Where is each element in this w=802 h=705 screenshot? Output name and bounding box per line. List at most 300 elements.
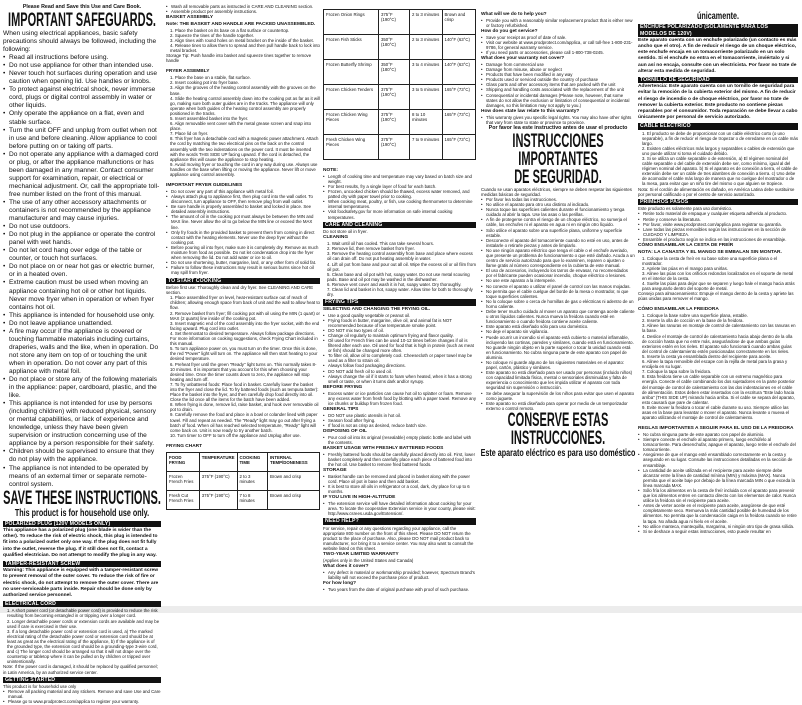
section-header-bar: POLARIZED PLUG (120V MODELS ONLY) <box>3 521 161 528</box>
list-item: • Sólo fría los alimentos en la cesta de freír incluida con el aparato para prevenir que los alimentos entren en contacto directo con los elementos de calor. Nunca utilice la freidora sin el recipiente para aceite. <box>638 488 798 503</box>
list-item: • Glass parts and other accessory items that are packed with the unit <box>481 82 635 87</box>
list-item: 1. Place the base on a stable, flat surface. <box>170 75 251 81</box>
paragraph-small: Storage Tip: Push handle into basket and squeeze tines together to remove handle <box>166 53 312 64</box>
list-item: 3. Si se utiliza un cable separable o de extensión, a) El régimen nominal del cable separable o del cable de extensión debe ser, como mínimo, igual al del régimen nominal del aparato. b) Si el aparato es de conexión a tierra, el cable de extensión debe ser un cable de tres alambres de conexión a tierra. c) Uno debe de acomodar el cable más largo de manera que no cuelgue del mostrador o de la mesa, para evitar que un niño tire del mismo o que alguien se tropiece. <box>642 155 798 187</box>
section-header-bar: ENCHUFE POLARIZADO (SOLAMENTE PARA LOS MODELOS DE 120V) <box>638 24 798 37</box>
list-item: 4. Suelte las púas para dejar que se separen y luego hale el mango hacia atrás para asegurarlo dentro del soporte de metal. <box>642 281 795 292</box>
list-item: • DO NOT mix two types of oil. <box>323 328 476 333</box>
list-item: • This appliance is intended for household use only. <box>3 312 161 320</box>
bullet-list <box>481 62 635 108</box>
list-item: • Use a good quality vegetable or peanut oil. <box>323 313 476 318</box>
list-item: • No utilice el aparato para otro uso distinto al indicado. <box>481 202 635 207</box>
subheading: What does it cover? <box>323 564 369 570</box>
bullet-list <box>481 115 635 125</box>
list-item: • The extension service will have detailed information about cooking for your area. To locate the cooperative Extension service in your county, please visit: http://www.csrees.usda.gov/Extension/. <box>323 501 476 516</box>
table-cell: Frozen Chicken Wing Pieces <box>324 110 379 135</box>
notice-paragraph: Warning: This appliance is equipped with a tamper-resistant screw to prevent removal of the outer cover. To reduce the risk of fire or electric shock, do not attempt to remove the outer cover. There are no user-serviceable parts inside. Repair should be done only by authorized service personnel. <box>3 568 159 598</box>
list-item: • Shipping and handling costs associated with the replacement of the unit <box>481 87 635 92</box>
list-item: 4. Release tines to allow them to spread and then pull handle back to lock into metal bracket. <box>170 43 320 54</box>
list-item: • Any defect in material or workmanship provided; however, Spectrum Brand's liability will not exceed the purchase price of product. <box>323 570 476 580</box>
list-item: 3. Alinee las púas con los orificios redondos localizados en el soporte de metal en el interior de la cesta. <box>642 270 794 281</box>
bullet-list <box>323 313 476 384</box>
table-row <box>167 490 320 509</box>
list-item: 3. Align tines with round holes on metal bracket on the inside of the basket. <box>170 37 314 43</box>
list-item: 2. Squeeze the tines of the handle together. <box>170 32 255 38</box>
list-item: • Por favor lea todas las instrucciones. <box>481 197 635 202</box>
list-item: 8. Esta freidora tiene un cable separable con un extremo magnético para energía. Conecte el cable combinando los dos sujetadores en la parte posterior del montaje de control de calentamiento con las dos indentaciones en el cable de alimentación. Estos deben estar insertados con la escritura "Este lado hacia arriba" (THIS SIDE UP) mirando hacia arriba. Si el cable se separa del aparato, esto causará que pare de calentar. <box>642 374 795 405</box>
table-cell: 3 to 4 minutes <box>409 60 442 85</box>
list-item: 5. To turn appliance power on, you must turn on the timer. Once this is done, the red "Power" light will turn on. The appliance will then start heating to your desired temperature. <box>170 346 318 362</box>
list-item: • Save your receipt as proof of date of sale. <box>481 35 635 40</box>
table-cell: 375°F (190°C) <box>199 490 237 509</box>
section-header-bar: FRYING TIPS <box>323 299 476 306</box>
list-item: • Visit our website at www.prodprotect.com/applica, or call toll-free 1-800-231-9786, for general warranty service. <box>481 40 635 50</box>
column-header: FOOD FRYING <box>167 452 200 471</box>
bullet-list <box>323 570 476 580</box>
list-item: 3. Align the grooves of the heating control assembly with the grooves on the base. <box>170 85 316 96</box>
list-item: • Do not operate any appliance with a damaged cord or plug, or after the appliance malfunctions or has been damaged in any manner. Contact consumer support for examination, repair, or electrical or mechanical adjustment. Or, call the appropriate toll-free number listed on the front of this manual. <box>3 151 161 199</box>
list-item: • Puede ocurrir un incendio si el aparato está cubierto o material inflamable, incluyendo las cortinas, paredes y similares, cuando está en funcionamiento. No guarde ningún objeto en la parte superior o tocar la unidad cuando está en funcionamiento. No cubra ninguna parte de este aparato con papel de aluminio. <box>481 335 635 360</box>
list-item: 1. A short power cord (or detachable power cord) is provided to reduce the risk resulting from becoming entangled in or tripping over a longer cord. <box>7 608 158 619</box>
section-header-bar: NEED HELP? <box>323 518 476 525</box>
subheading: BASKET USAGE WITH FRESHLY BATTERED FOODS <box>323 446 444 451</box>
list-item: • Ensamble el producto según se indica en las instrucciones de ensamblaje. <box>638 237 798 242</box>
list-item: • When cooking meat, poultry, or fish, use cooking thermometer to determine internal temperatures. <box>323 199 476 209</box>
bullet-list <box>481 18 635 28</box>
section-title: IMPORTANT SAFEGUARDS. <box>8 10 156 31</box>
list-item: 2. Remove lid, then remove basket from fryer. <box>327 246 415 252</box>
table-cell: Frozen Fish Sticks <box>324 35 379 60</box>
list-item: • To protect against electrical shock, never immerse cord, plugs or digital control assembly in water or other liquids. <box>3 86 161 110</box>
list-item: • The appliance is not intended to be operated by means of an external timer or separate remote-control system. <box>3 465 161 489</box>
list-item: • No conecte el aparato o utilizar el panel de control con las manos mojadas. <box>481 284 635 289</box>
list-item: • Siempre conecte el enchufe al aparato primero, luego enchúfelo al tomacorriente. Para desenchufar, apague el aparato, luego retire el enchufe del tomacorriente. <box>638 437 798 452</box>
list-item: • Lave todas las piezas removibles según las instrucciones en la sección de CUIDADO Y LIMPIEZA. <box>638 227 798 237</box>
list-item: 3. Insert magnetic end of the cord assembly into the fryer socket, with the end facing upward. Plug cord into outlet. <box>170 320 320 331</box>
subheading: NOTA: LA CANASTA Y EL MANGO SE EMBALAN SIN MONTAR. <box>638 249 782 255</box>
section-header-bar: ELECTRICAL CORD <box>3 601 161 608</box>
table-row <box>324 10 476 35</box>
paragraph-small: For service, repair or any questions regarding your appliance, call the appropriate 800 number on the front of this sheet. Please DO NOT return the product to the place of purchase. Also, please DO NOT mail product back to manufacturer, nor bring it to a service center. You may also want to consult the website listed on this sheet. <box>323 525 474 552</box>
bullet-list <box>323 435 476 445</box>
list-item: • Este aparato está diseñado sólo para uso doméstico. <box>481 324 635 329</box>
subheading: FRYER ASSEMBLY <box>166 69 210 75</box>
section-header-bar: CARE AND CLEANING <box>323 222 476 229</box>
bullet-list <box>481 35 635 55</box>
list-item: • Do not use outdoors. <box>3 223 161 231</box>
numbered-list <box>166 28 320 53</box>
list-item: 3. If a long detachable power cord or extension cord is used, a) The marked electrical rating of the detachable power cord or extension cord should be at least as great as the electrical rating of the appliance, b) If the appliance is of the grounded type, the extension cord should be a grounding-type 3-wire cord, and c) The longer cord should be arranged so that it will not drape over the countertop or tabletop where it can be pulled on by children or tripped over unintentionally. <box>7 628 158 665</box>
column-1-safeguards <box>3 4 161 705</box>
list-item: 8. When frying is done, remove lid, raise basket, and hook over removable oil pot to drain. <box>170 402 319 413</box>
list-item: 4. Deslice el montaje de control de calentamiento hacia abajo dentro de la olla de cocción hasta que no entre más, asegurándose de que ambas guías exteriores estén en los rieles. El aparato solo funcionará cuando ambas guías del control de calentamiento estén posicionadas correctamente en los rieles. <box>642 333 793 354</box>
table-cell: 8 to 10 minutes <box>409 110 442 135</box>
table-row <box>167 471 320 490</box>
bullet-list <box>323 413 476 428</box>
column-3-care-tips <box>323 7 476 592</box>
subheading: TWO-YEAR LIMITED WARRANTY <box>323 552 399 558</box>
bullet-list <box>3 689 161 704</box>
paragraph-small: (Applies only in the United States and Canada) <box>323 558 414 564</box>
list-item: 1. Place assembled fryer on level, heat-resistant surface out of reach of children; allowing enough space from back of unit and the wall to allow heat to flow. <box>170 295 320 311</box>
list-item: • No coloque ni guarde alguno de los siguientes materiales en el aparato: papel, cartón, plástico y similares. <box>481 360 635 370</box>
list-item: • Basket handle can be removed and placed in basket along with the power cord. Place oil pot in base and then add basket. <box>323 474 476 484</box>
bullet-list <box>323 474 476 494</box>
list-item: • Turn the unit OFF and unplug from outlet when not in use and before cleaning. Allow appliance to cool before putting on or taking off parts. <box>3 127 161 151</box>
table-cell: 375°F (190°C) <box>378 110 409 135</box>
list-item: 1. Wait until oil has cooled. This can take several hours. <box>327 241 434 247</box>
list-item: • Assemble product per assembly instructions. <box>166 9 320 14</box>
paragraph-small: Note: If the power cord is damaged, it should be replaced by qualified personnel; in Latin America, by an authorized service center. <box>3 664 158 675</box>
spacer <box>323 162 476 167</box>
section-header-bar: PRIMEROS PASOS <box>638 199 798 206</box>
subheading: BASKET ASSEMBLY <box>166 15 214 21</box>
list-item: • Damage from commercial use <box>481 62 635 67</box>
table-cell: 375°F (190°C) <box>378 10 409 35</box>
section-title: CONSERVE ESTAS <box>507 409 609 431</box>
list-item: • Read all instructions before using. <box>3 54 161 62</box>
table-cell: 140°F (63°C) <box>442 60 475 85</box>
bullet-list <box>323 587 476 592</box>
table-cell: 350°F (180°C) <box>378 35 409 60</box>
subheading: BEFORE FRYING <box>323 384 363 390</box>
section-subtitle: únicamente. <box>696 11 740 22</box>
list-item: • Remove all packing material and any stickers. Remove and save Use and Care manual. <box>3 689 161 699</box>
list-item: • Do not plug in the appliance or operate the control panel with wet hands. <box>3 231 161 247</box>
bullet-list <box>323 501 476 516</box>
section-header-bar: TO START COOKING <box>166 278 320 285</box>
list-item: • No deje el aparato sin vigilancia. <box>481 329 635 334</box>
list-item: • A fire may occur if the appliance is covered or touching flammable materials including curtains, draperies, walls and the like, when in operation. Do not store any item on top of or touching the unit when in operation. Do not cover any part of this appliance with metal foil. <box>3 328 161 376</box>
numbered-list <box>166 295 320 438</box>
list-item: • Oil used for French fries can be used 10-12 times before changes if oil is filtered after each use. Oil used for food that is high in protein (such as meat or fish) should be changed more often. <box>323 338 476 353</box>
notice-paragraph: Advertencia: Este aparato cuenta con un tornillo de seguridad para evitar la remoción de la cubierta exterior del mismo. A fin de reducir el riesgo de incendio o de choque eléctrico, por favor no trate de remover la cubierta exterior. Este producto no contiene piezas reparables por el consumidor. Toda reparación se debe llevar a cabo únicamente por personal de servicio autorizado. <box>638 84 798 120</box>
column-5-spanish <box>638 11 798 534</box>
notice-paragraph: This appliance has a polarized plug (one blade is wider than the other). To reduce the risk of electric shock, this plug is intended to fit into a polarized outlet only one way. If the plug does not fit fully into the outlet, reverse the plug. If it still does not fit, contact a qualified electrician. Do not attempt to modify the plug in any way. <box>3 528 158 558</box>
list-item: 2. Inserte la olla de cocción en la base de la freidora. <box>642 318 744 324</box>
list-item: • DO NOT add fresh oil to used oil. <box>323 369 476 374</box>
table-row <box>324 35 476 60</box>
subheading: NOTE: <box>323 168 338 173</box>
list-item: • No permita que el cable cuelgue del borde de la mesa o mostrador, ni que toque superficies calientes. <box>481 289 635 299</box>
list-item: • Do not place on or near hot gas or electric burner, or in a heated oven. <box>3 263 161 279</box>
list-item: • Please go to www.prodprotect.com/applica to register your warranty. <box>3 699 161 704</box>
section-header-bar: TAMPER-RESISTANT SCREW <box>3 561 161 568</box>
list-item: • Products used or serviced outside the country of purchase <box>481 77 635 82</box>
list-item: • Always follow food packaging directions. <box>323 363 476 368</box>
list-item: • Se debe asegurar la supervisión de los niños para evitar que usen el aparato como juguete. <box>481 391 635 401</box>
list-item: • Damage from misuse, abuse or neglect <box>481 67 635 72</box>
list-item: • Only operate the appliance on a flat, even and stable surface. <box>3 110 161 126</box>
subheading: GENERAL TIPS <box>323 406 359 412</box>
table-cell: Brown and crisp <box>267 471 319 490</box>
table-cell: Frozen Onion Rings <box>324 10 379 35</box>
numbered-list <box>323 241 476 297</box>
list-item: • Pour cool oil into its original (resealable) empty plastic bottle and label with the contents. <box>323 435 476 445</box>
subheading: IF YOU LIVE IN HIGH-ALTITUDE <box>323 495 396 501</box>
spacer <box>166 177 320 182</box>
list-item: • Debe tener mucho cuidado al mover un aparato que contenga aceite caliente u otros líquidos calientes. Nunca mueva la freidora cuando esté en funcionamiento o cuando freidora contiene aceite caliente. <box>481 309 635 324</box>
list-item: • The use of any other accessory attachments or containers is not recommended by the appliance manufacturer and may cause injuries. <box>3 199 161 223</box>
paragraph-small: Before first use: Thoroughly clean and dry fryer. See CLEANING AND CARE section. <box>166 285 314 296</box>
list-item: • Two years from the date of original purchase with proof of such purchase. <box>323 587 476 592</box>
section-title: INSTRUCCIONES <box>512 130 604 152</box>
list-item: • Do not leave appliance unattended. <box>3 320 161 328</box>
subheading: Note: THE BASKET AND HANDLE ARE PACKED UNASSEMBLED. <box>166 21 316 27</box>
section-title: INSTRUCCIONES. <box>510 427 606 449</box>
list-item: • No cubra ninguna parte de este aparato con papel de aluminio. <box>638 432 798 437</box>
list-item: 1. Place the basket on its base on a flat surface or countertop. <box>170 27 290 33</box>
subheading: What does your warranty not cover? <box>481 56 565 62</box>
section-header-bar: CABLE ELÉCTRICO <box>638 123 798 130</box>
subheading: How does state law relate to this warranty? <box>481 108 580 114</box>
notice-paragraph: Este aparato cuenta con un enchufe polarizado (un contacto es más ancho que el otro). A fin de reducir el riesgo de un choque eléctrico, este enchufe encaja en un tomacorriente polarizado en un solo sentido. Si el enchufe no entra en el tomacorriente, inviértalo y si aun así no encaja, consulte con un electricista. Por favor no trate de alterar esta medida de seguridad. <box>638 38 797 74</box>
subheading: FRYING CHART <box>166 443 203 449</box>
frying-chart-table <box>323 9 476 160</box>
lead-note: Please Read and Save this Use and Care Book. <box>22 4 142 10</box>
list-item: • Nunca toque las superficies calientes durante el funcionamiento y tenga cuidado al abrir la tapa. Use las asas o las perillas. <box>481 207 635 217</box>
spacer <box>638 420 798 425</box>
numbered-list <box>3 608 161 664</box>
numbered-list <box>638 256 798 292</box>
list-item: • Retire todo material de empaque y cualquier etiqueta adherida al producto. <box>638 211 798 216</box>
list-item: • If you need parts or accessories, please call 1-800-738-0245. <box>481 50 635 55</box>
list-item: • Products that have been modified in any way <box>481 72 635 77</box>
table-cell: 3 to 5 minutes <box>409 85 442 110</box>
list-item: 6. Preheat fryer until the green "Ready" light turns on. This normally takes 8-10 minutes. It is important that you account for this when choosing your desired time. Once the timer counts down to zero, the appliance will stop heating and turn off. <box>170 361 317 382</box>
list-item: 1. Coloque la cesta de freír en su base sobre una superficie plana o el mostrador. <box>642 255 777 266</box>
list-item: • Frozen, uncooked chicken should be thawed, excess water removed, and patted dry with paper towel prior to cooking. <box>323 189 476 199</box>
subheading: CÓMO ENSAMBLAR LA CESTA DE FREÍR <box>638 242 734 248</box>
spacer <box>166 438 320 443</box>
list-item: • Por favor, visite www.prodprotect.com/applica para registrar su garantía. <box>638 222 798 227</box>
list-item: • This warranty gives you specific legal rights. You may also have other rights that vary from state to state or province to province. <box>481 115 635 125</box>
paragraph-small: Este producto es solamente para uso doméstico. <box>638 206 733 212</box>
list-item: • Before pouring oil into fryer, make sure it is completely dry. Remove as much moisture from food as possible. Do not let condensation drop into the fryer when removing the lid. Do not add water or ice to oil. <box>166 245 320 260</box>
list-item: • No use ningún aparato eléctrico que tenga el cable o el enchufe averiado, que presente un problema de funcionamiento o que esté dañado. Acuda a un centro de servicio autorizado para que lo examinen, reparen o ajusten o llame gratis al número correspondiente en la cubierta de este manual. <box>481 248 635 268</box>
table-cell: Frozen Butterfly Shrimp <box>324 60 379 85</box>
table-cell: 375°F (190°C) <box>199 471 237 490</box>
list-item: 7. To fry unbattered foods: Place food in basket. Carefully lower the basket into the fryer and close the lid. To fry battered foods (such as tempura batter): Place the basket into the fryer, and then carefully drop food directly into oil. Close the lid once all the items for the batch have been added. <box>170 381 319 403</box>
table-cell: Frozen French Fries <box>167 471 200 490</box>
list-item: • Season food after frying. <box>323 418 476 423</box>
section-title: IMPORTANTES <box>518 148 598 170</box>
table-row <box>324 110 476 135</box>
list-item: • No utilice manteca, mantequilla, margarina, ni ningún otro tipo de grasa sólida. <box>638 524 798 529</box>
section-title: SAVE THESE INSTRUCTIONS. <box>3 487 161 509</box>
column-2-assembly <box>166 4 320 512</box>
table-cell: 350°F (180°C) <box>378 60 409 85</box>
subheading: DISPOSING OF OIL <box>323 429 367 435</box>
table-row <box>324 60 476 85</box>
list-item: • For best results, fry a single layer of food for each batch. <box>323 184 476 189</box>
bullet-list <box>3 54 161 489</box>
paragraph: When using electrical appliances, basic safety precautions should always be followed, including the following: <box>3 30 157 54</box>
list-item: • La cantidad de aceite utilizada en el recipiente para aceite siempre debe alcanzar entre la línea de cantidad mínima (MIN) y máxima (MAX). Nunca permita que el aceite baje por debajo de la línea marcada MIN o que exceda la línea marcada MAX. <box>638 468 798 488</box>
list-item: 9. Carefully remove the food and place in a bowl or colander lined with paper towel. Fill and repeat as needed. The "Ready" light may go out after frying a batch of food. When oil has reached selected temperature, "Ready" light will come back on. Unit is now ready to try another batch. <box>170 412 318 433</box>
list-item: • Do not use shortening, butter, margarine, lard, or any other form of solid fat. <box>166 260 320 265</box>
list-item: • El uso de accesorios, incluyendo los tarros de envasar, no recomendados por el fabricante pueden ocasionar incendio, choque eléctrico o lesiones. <box>481 268 635 278</box>
list-item: • The amount of oil in the cooking pot must always be between the MIN and MAX line. Never allow the oil to go below the MIN line or exceed the MAX line. <box>166 214 320 229</box>
list-item: 2. Remove basket from fryer; fill cooking pot with oil using the MIN (1 quart) or MAX (2 quarts) line inside of the cooking pot. <box>170 310 320 321</box>
list-item: 3. Alinee las ranuras en montaje de control de calentamiento con las ranuras en la base. <box>642 323 796 334</box>
list-item: • Extreme caution must be used when moving an appliance containing hot oil or other hot liquids. Never move fryer when in operation or when fryer contains hot oil. <box>3 279 161 311</box>
list-item: 3. Remove the heating control assembly from base and place where excess oil can drain off. Do not put heating assembly in water. <box>327 251 473 262</box>
list-item: 1. El producto se debe de proporcionar con un cable eléctrico corto (o uno separable), a fin de reducir el riesgo de tropezar o de enredarse en un cable más largo. <box>642 130 798 146</box>
list-item: • Freshly battered foods should be carefully placed directly into oil. First, lower basket completely and then carefully place each piece of battered food into the hot oil. Use basket to remove fried battered foods. <box>323 452 476 467</box>
paragraph-small: Consejo para almacenamiento: Empuje el mango dentro de la cesta y apriete las púas unidas para remover el mango. <box>638 291 794 302</box>
subheading: REGLAS IMPORTANTES A SEGUIR PARA EL USO DE LA FREIDORA <box>638 426 794 432</box>
list-item: • Failure to follow these instructions may result in serious burns since hot oil may spill from fryer. <box>166 265 320 275</box>
spacer <box>638 301 798 306</box>
table-cell: Fresh Cut French Fries <box>167 490 200 509</box>
frying-chart-table <box>166 452 320 510</box>
table-row <box>324 85 476 110</box>
table-cell: Fresh Chicken Wing Pieces <box>324 135 379 160</box>
list-item: • Frying foods in butter, margarine, olive oil, and animal fat is NOT recommended because of low temperature smoke point. <box>323 318 476 328</box>
list-item: • No use este aparato a la intemperie. <box>481 278 635 283</box>
table-cell: Frozen Chicken Tenders <box>324 85 379 110</box>
list-item: • Wash all removable parts as instructed in CARE AND CLEANING section. <box>166 4 320 9</box>
list-item: • Length of cooking time and temperature may vary based on batch size and weight. <box>323 174 476 184</box>
list-item: 1. Coloque la base sobre una superficie plana, estable. <box>642 313 749 319</box>
table-cell: 165°F (73°C) <box>442 85 475 110</box>
list-item: 9. Evite mover la freidora o tocar el cable durante su uso. Siempre utilice las asas en la base para levantar o mover el aparato. Nunca levante o mueva el aparato utilizando el montaje de control de calentamiento. <box>642 404 790 421</box>
table-cell: 165°F (73°C) <box>442 135 475 160</box>
list-item: 10. Turn timer to OFF to turn off the appliance and Unplug after use. <box>170 432 301 438</box>
subheading: For how long? <box>323 581 357 587</box>
table-row <box>324 135 476 160</box>
list-item: • Visit foodsafety.gov for more information on safe internal cooking temperatures. <box>323 209 476 219</box>
subheading: What will we do to help you? <box>481 12 547 17</box>
bullet-list <box>323 452 476 467</box>
list-item: • Only fry foods in the provided basket to prevent them from coming in direct contact with the heating elements. Never use the deep fryer without the cooking pot. <box>166 230 320 245</box>
section-header-bar: TORNILLO DE SEGURIDAD <box>638 77 798 84</box>
list-item: • DO NOT use plastic utensils in hot oil. <box>323 413 476 418</box>
table-cell: 375°F (190°C) <box>378 85 409 110</box>
table-cell: 7 to 9 minutes <box>409 135 442 160</box>
bullet-list <box>166 189 320 276</box>
bullet-list <box>481 197 635 411</box>
spacer <box>166 63 320 68</box>
list-item: 2. Apriete las púas en el mango para unirlas. <box>642 265 728 271</box>
subheading: How do you get service? <box>481 28 538 34</box>
list-item: • Sólo utilice el aparato sobre una superficie plana, uniforme y superficie estable. <box>481 228 635 238</box>
table-cell: 7 to 8 minutes <box>237 490 267 509</box>
table-cell: Brown and crisp <box>267 490 319 509</box>
list-item: 6. Remove vent cover and wash it in hot, soapy water. Dry thoroughly. <box>327 281 462 287</box>
column-4-warranty-spanish <box>481 11 635 461</box>
list-item: • To filter oil, allow oil to completely cool. Cheesecloth or paper towel may be used as a filter to strain oil. <box>323 353 476 363</box>
list-item: 2. Insert cooking pot into fryer base. <box>170 80 240 86</box>
paragraph: Cuando se usan aparatos eléctricos, siempre se deben respetar las siguientes medidas básicas de seguridad. <box>481 186 632 197</box>
list-item: • Asegúrese de que el mango esté ensamblado correctamente en la cesta y asegurado en su lugar. Consulte las instrucciones detalladas en la sección de ensamblaje. <box>638 452 798 467</box>
list-item: • Provide you with a reasonably similar replacement product that is either new or factory refurbished. <box>481 18 635 28</box>
numbered-list <box>638 131 798 187</box>
bullet-list <box>323 391 476 406</box>
list-item: • Be sure handle is properly assembled to basket and locked in place. See detailed assembly instructions. <box>166 204 320 214</box>
paragraph-small: This product is for household use only <box>3 684 77 690</box>
list-item: 5. Inserte la cesta ya ensamblada dentro del recipiente para aceite. <box>642 353 772 359</box>
section-title: DE SEGURIDAD. <box>514 166 602 188</box>
list-item: 8. This fryer has a detachable cord with a magnetic power attachment. Attach the cord by matching the two electrical pins on the back on the control assembly with the two indentations on the power cord. It must be inserted with the words THIS SIDE UP facing upward. If the cord is detached, the appliance this will cause the appliance to stop heating. <box>170 136 319 162</box>
list-item: 2. Existen cables eléctricos más largos y separables o cables de extensión que uno puede utilizar si toma el cuidado debido. <box>642 145 795 156</box>
subheading: IMPORTANT FRYER GUIDELINES <box>166 183 243 189</box>
list-item: • Este aparato no está diseñado para ser usado por personas (incluido niños) con capacidad limitada física, mental o sensoriales disminuidas y falta de experiencia o conocimiento que les impida utilizar el aparato con toda seguridad sin supervisión o instrucción. <box>481 370 635 390</box>
table-cell: 375°F (190°C) <box>378 135 409 160</box>
table-cell: 140°F (63°C) <box>442 35 475 60</box>
list-item: 7. Clean lid and basket in hot, soapy water. Allow time for both to thoroughly dry. <box>327 286 473 298</box>
paragraph-small: Nota: Si el cordón de alimentación es dañado, en América Latina debe sustituirse por personal calificado o por el centro de servicio autorizado. <box>638 186 795 197</box>
section-subtitle: Este aparato eléctrico es para uso doméstico <box>480 447 636 459</box>
table-header-row <box>167 452 320 471</box>
list-item: • Always change the oil if it starts to foam when heated, when it has a strong smell or taste, or when it turns dark and/or syrupy. <box>323 374 476 384</box>
list-item: 4. Slide the heating control assembly down into the cooking pot as far as it will go, making sure both outer guides are in the tracks. The appliance will only operate when both guides of the heating control assembly are properly positioned in the tracks. <box>170 95 320 116</box>
list-item: 5. Insert assembled basket into the fryer. <box>170 115 249 121</box>
list-item: • Do not let cord hang over edge of the table or counter, or touch hot surfaces. <box>3 247 161 263</box>
list-item: 7. Coloque la tapa sobre la freidora. <box>642 369 712 375</box>
bullet-list <box>166 4 320 14</box>
lead-note: Por favor lea este instructivo antes de usar el producto <box>488 124 628 131</box>
list-item: 5. Clean base and oil pot with hot, soapy water. Do not use metal scouring pads. Base and oil pot may be washed in the dishwasher. <box>327 271 470 282</box>
subheading: SELECTING AND CHANGING THE FRYING OIL. <box>323 306 431 312</box>
column-header: COOKING TIME <box>237 452 267 471</box>
list-item: • Este aparato no está diseñado para operar por medio de un temporizador externo o control remoto. <box>481 401 635 411</box>
list-item: 2. Longer detachable power cords or extension cords are available and may be used if care is exercised in their use. <box>7 618 160 629</box>
subheading: STORAGE <box>323 468 347 474</box>
numbered-list <box>166 75 320 177</box>
table-cell: 2 to 3 minutes <box>237 471 267 490</box>
list-item: • It is best to store all oils in refrigerator or a cool, dark, dry place for up to 6 months. <box>323 484 476 494</box>
list-item: 4. Set thermostat to desired temperature. Always follow package directions. For more information on cooking suggestions, check Frying Chart included in this manual. <box>170 330 318 347</box>
table-cell: 2 to 3 minutes <box>409 35 442 60</box>
list-item: 6. Align removable vent cover with the metal grease screen and snap into place. <box>170 121 312 132</box>
list-item: 6. Alinee la tapa removible del escape con la rejilla de metal para la grasa y encájela en su lugar. <box>642 359 788 370</box>
list-item: • Do not place or store any of the following materials in the appliance: paper, cardboard, plastic, and the like. <box>3 376 161 400</box>
list-item: • If food is not as crisp as desired, reduce batch size. <box>323 423 476 428</box>
subheading: CÓMO ENSAMBLAR LA FREIDORA <box>638 307 719 313</box>
list-item: 4. Lift oil pot from base and pour out all oil. Wipe the excess oil or oil film from oil pot. <box>327 261 476 272</box>
bullet-list <box>638 432 798 534</box>
list-item: 9. Avoid moving fryer or touching the cord in any way during use. Always use handles on the base when lifting or moving the appliance. Never lift or move appliance using control assembly. <box>170 161 318 178</box>
list-item: 7. Place lid on fryer. <box>170 131 209 137</box>
list-item: • A fin de protegerse contra el riesgo de un choque eléctrico, no sumerja el cable, los enchufes ni el aparato en agua ni en ningún otro líquido. <box>481 217 635 227</box>
list-item: • Antes de verter aceite en el recipiente para aceite, asegúrese de que esté completamente seco. Remueva la más cantidad posible de humedad de los alimentos. No permita que la condensación caiga en la freidora cuando se retire la tapa. No añada agua ni hielo en el aceite. <box>638 503 798 523</box>
section-header-bar: GETTING STARTED <box>3 677 161 684</box>
table-cell: 2 to 3 minutes <box>409 10 442 35</box>
list-item: • Change oil regularly to maintain optimum frying and flavor quality. <box>323 333 476 338</box>
list-item: • Children should be supervised to ensure that they do not play with the appliance. <box>3 448 161 464</box>
section-subtitle: This product is for household use only. <box>14 507 150 519</box>
list-item: • Always attach plug to appliance first, then plug cord into the wall outlet. To disconnect, turn appliance to OFF, then remove plug from wall outlet. <box>166 194 320 204</box>
list-item: • Do not use appliance for other than intended use. <box>3 62 161 70</box>
numbered-list <box>638 313 798 420</box>
table-cell: Brown and crisp <box>442 10 475 35</box>
column-header: INTERNAL TEMP/DONENESS <box>267 452 319 471</box>
list-item: • Excess water or ice particles can cause hot oil to splatter or foam. Remove any excess water from fresh food by blotting with a paper towel. Remove any ice chunks or buildup from frozen food. <box>323 391 476 406</box>
table-cell: 165°F (73°C) <box>442 110 475 135</box>
subheading: CLEANING <box>323 235 349 241</box>
list-item: • Retire y conserve la literatura. <box>638 217 798 222</box>
bullet-list <box>323 174 476 220</box>
bullet-list <box>638 211 798 242</box>
column-header: TEMPERATURE <box>199 452 237 471</box>
list-item: • Si se deshace a seguir estas instrucciones, esto puede resultar en <box>638 529 798 534</box>
paragraph-small: Do not store oil in fryer. <box>323 229 368 235</box>
list-item: • Never touch hot surfaces during operation and use caution when opening lid. Use handles or knobs. <box>3 70 161 86</box>
list-item: • Desconecte el aparato del tomacorriente cuando no esté en uso, antes de instalarle o retirarle piezas y antes de limpiarlo. <box>481 238 635 248</box>
list-item: • This appliance is not intended for use by persons (including children) with reduced physical, sensory or mental capabilities, or lack of experience and knowledge, unless they have been given supervision or instruction concerning use of the appliance by a person responsible for their safety. <box>3 400 161 448</box>
